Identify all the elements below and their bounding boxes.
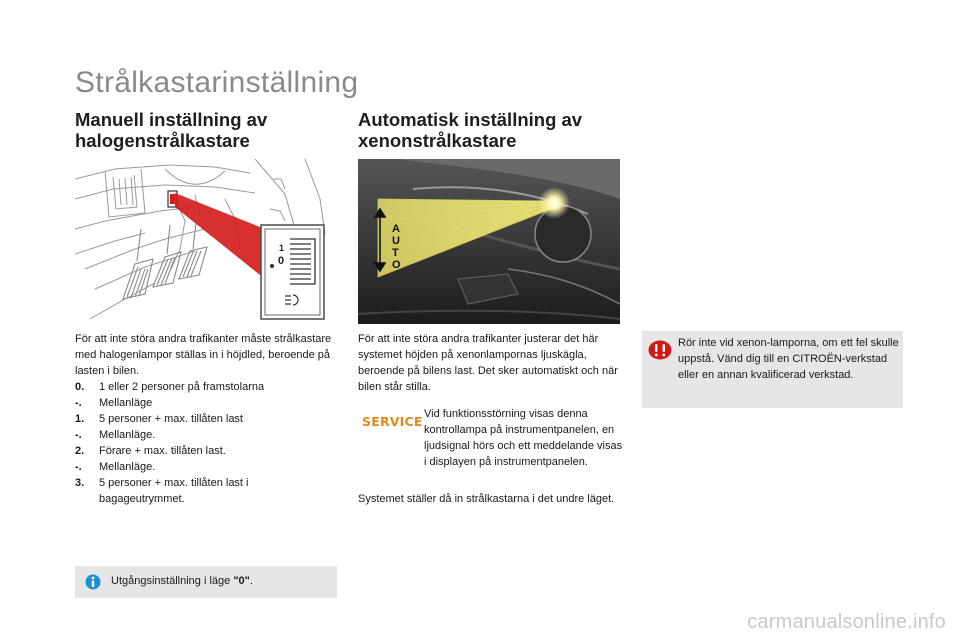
- auto-letter-o: O: [392, 259, 401, 271]
- auto-letter-u: U: [392, 235, 400, 247]
- position-text: Mellanläge: [99, 397, 153, 409]
- auto-letter-t: T: [392, 247, 399, 259]
- automatic-heading-line2: xenonstrålkastare: [358, 130, 517, 151]
- watermark: carmanualsonline.info: [747, 611, 946, 633]
- service-warning-text: Vid funktionsstörning visas denna kontrollampa på instrumentpanelen, en ljudsignal hörs och ett meddelande visas i displayen på instrumentpanelen.: [424, 408, 623, 468]
- dashboard-dial-illustration: [75, 159, 337, 324]
- warning-icon: [648, 340, 672, 365]
- xenon-headlamp-illustration: [358, 159, 620, 324]
- automatic-adjustment-heading: [358, 109, 582, 151]
- position-key: 2.: [75, 445, 85, 457]
- position-text: Förare + max. tillåten last.: [99, 445, 226, 457]
- default-setting-prefix: Utgångsinställning i läge: [111, 575, 234, 587]
- automatic-intro-text: För att inte störa andra trafikanter justerar det här systemet höjden på xenonlampornas ljuskägla, beroende på bilens last. Det sker automatiskt och när bilen står stilla.: [358, 333, 618, 393]
- dial-label-1: 1: [279, 243, 285, 253]
- info-icon: [85, 574, 101, 595]
- service-warning-row: [358, 406, 623, 488]
- position-key: -.: [75, 461, 82, 473]
- page-title: Strålkastarinställning: [75, 66, 359, 99]
- position-key: 1.: [75, 413, 85, 425]
- position-text: 5 personer + max. tillåten last: [99, 413, 243, 425]
- list-item: [75, 395, 337, 411]
- dashboard-drawing: [75, 159, 337, 324]
- xenon-warning-box: [642, 331, 903, 408]
- position-text: 1 eller 2 personer på framstolarna: [99, 381, 265, 393]
- position-text: Mellanläge.: [99, 461, 156, 473]
- default-setting-note: [75, 566, 337, 598]
- position-key: -.: [75, 397, 82, 409]
- list-item: [75, 427, 337, 443]
- automatic-fallback-text: Systemet ställer då in strålkastarna i det undre läget.: [358, 493, 615, 505]
- manual-heading-line1: Manuell inställning av: [75, 109, 268, 130]
- list-item: [75, 411, 337, 427]
- default-setting-value: "0": [233, 575, 250, 587]
- default-setting-suffix: .: [249, 575, 253, 587]
- manual-adjustment-heading: [75, 109, 267, 151]
- list-item: [75, 443, 337, 459]
- position-key: -.: [75, 429, 82, 441]
- service-warning-lamp: SERVICE: [362, 414, 423, 429]
- default-setting-text: [111, 575, 253, 587]
- position-list: [75, 379, 337, 507]
- manual-intro-text: För att inte störa andra trafikanter måste strålkastare med halogenlampor ställas in i höjdled, beroende på lasten i bilen.: [75, 333, 332, 377]
- position-key: 3.: [75, 477, 85, 489]
- position-key: 0.: [75, 381, 85, 393]
- list-item: [75, 379, 337, 395]
- xenon-warning-text: Rör inte vid xenon-lamporna, om ett fel skulle uppstå. Vänd dig till en CITROËN-verkstad eller en annan kvalificerad verkstad.: [678, 337, 899, 381]
- automatic-heading-line1: Automatisk inställning av: [358, 109, 583, 130]
- manual-heading-line2: halogenstrålkastare: [75, 130, 250, 151]
- auto-letter-a: A: [392, 223, 400, 235]
- dial-label-0: 0: [278, 255, 285, 267]
- position-text: 5 personer + max. tillåten last i bagageutrymmet.: [99, 477, 249, 505]
- list-item: [75, 459, 337, 475]
- list-item: [75, 475, 337, 507]
- position-text: Mellanläge.: [99, 429, 156, 441]
